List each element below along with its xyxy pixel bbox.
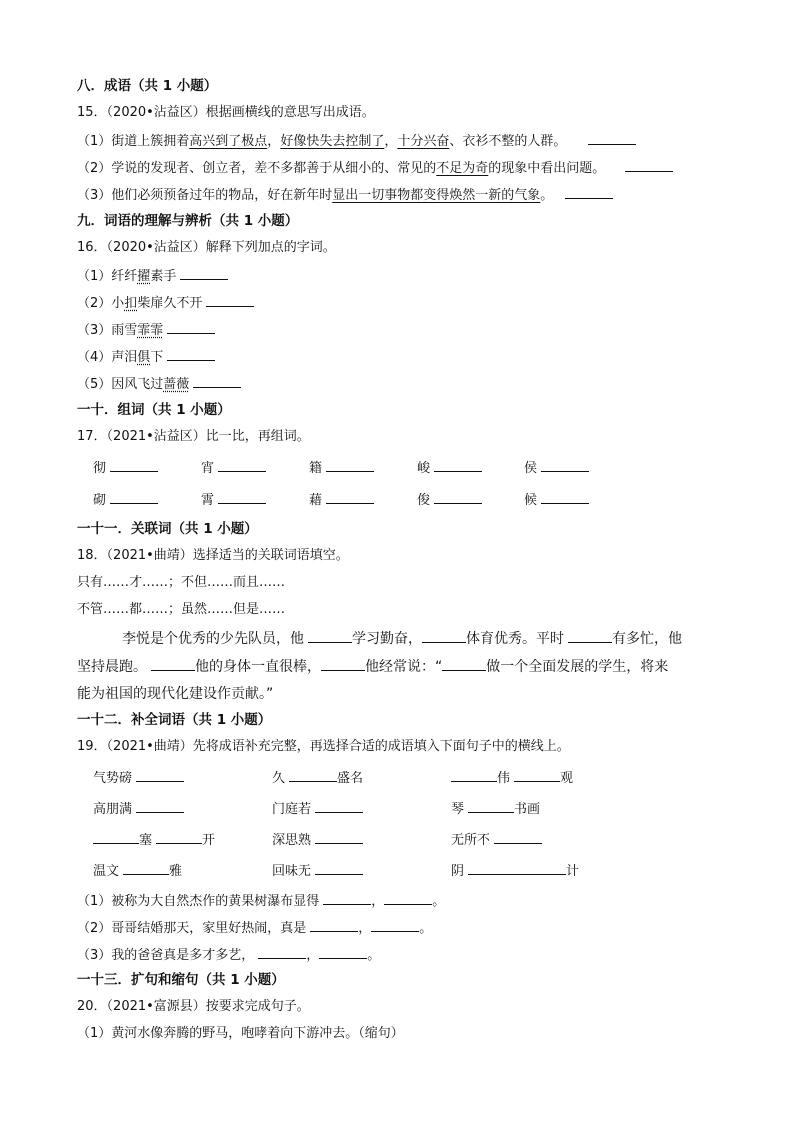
q17-word: 候 [524, 490, 589, 510]
q15-item-3: （3）他们必须预备过年的物品，好在新年时显出一切事物都变得焕然一新的气象。 [77, 185, 613, 205]
answer-blank[interactable] [289, 768, 337, 782]
answer-blank[interactable] [93, 830, 139, 844]
section-9-title: 九．词语的理解与辨析（共 1 小题） [77, 213, 299, 229]
q17-word: 砌 [93, 490, 158, 510]
idiom-cell: 深思熟 [272, 830, 363, 850]
answer-blank[interactable] [326, 490, 374, 504]
idiom-cell: 无所不 [451, 830, 542, 850]
answer-blank[interactable] [136, 799, 184, 813]
answer-blank[interactable] [319, 945, 367, 959]
answer-blank[interactable] [326, 458, 374, 472]
answer-blank[interactable] [321, 657, 365, 671]
q18-stem: 18．（2021•曲靖）选择适当的关联词语填空。 [77, 548, 349, 563]
answer-blank[interactable] [167, 320, 215, 334]
answer-blank[interactable] [434, 458, 482, 472]
q19-sentence-1: （1）被称为大自然杰作的黄果树瀑布显得 ， 。 [77, 891, 445, 911]
answer-blank[interactable] [541, 458, 589, 472]
q18-options-2: 不管……都……；虽然……但是…… [77, 602, 286, 617]
answer-blank[interactable] [218, 458, 266, 472]
answer-blank[interactable] [218, 490, 266, 504]
q19-sentence-3: （3）我的爸爸真是多才多艺， ， 。 [77, 945, 380, 965]
answer-blank[interactable] [384, 891, 432, 905]
q17-word: 宵 [201, 458, 266, 478]
section-11-title: 一十一．关联词（共 1 小题） [77, 521, 258, 537]
answer-blank[interactable] [451, 768, 497, 782]
answer-blank[interactable] [156, 830, 202, 844]
q20-stem: 20．（2021•富源县）按要求完成句子。 [77, 999, 310, 1014]
answer-blank[interactable] [110, 458, 158, 472]
q17-stem: 17．（2021•沾益区）比一比，再组词。 [77, 429, 310, 444]
idiom-cell: 久 盛名 [272, 768, 363, 788]
answer-blank[interactable] [514, 768, 560, 782]
answer-blank[interactable] [434, 490, 482, 504]
idiom-cell: 温文 雅 [93, 861, 182, 881]
q17-word: 藉 [309, 490, 374, 510]
answer-blank[interactable] [193, 374, 241, 388]
answer-blank[interactable] [588, 131, 636, 145]
q17-word: 峻 [417, 458, 482, 478]
idiom-cell: 高朋满 [93, 799, 184, 819]
answer-blank[interactable] [494, 830, 542, 844]
idiom-cell: 阴 计 [451, 861, 579, 881]
answer-blank[interactable] [308, 629, 352, 643]
q16-item-1: （1）纤纤擢素手 [77, 266, 228, 286]
answer-blank[interactable] [151, 657, 195, 671]
answer-blank[interactable] [310, 918, 358, 932]
section-10-title: 一十．组词（共 1 小题） [77, 402, 231, 418]
answer-blank[interactable] [323, 891, 371, 905]
answer-blank[interactable] [442, 657, 486, 671]
answer-blank[interactable] [371, 918, 419, 932]
q16-item-4: （4）声泪俱下 [77, 347, 215, 367]
idiom-cell: 塞 开 [93, 830, 215, 850]
idiom-cell: 伟 观 [451, 768, 573, 788]
section-12-title: 一十二．补全词语（共 1 小题） [77, 712, 272, 728]
answer-blank[interactable] [422, 629, 466, 643]
q16-item-5: （5）因风飞过蔷薇 [77, 374, 241, 394]
answer-blank[interactable] [315, 861, 363, 875]
answer-blank[interactable] [206, 293, 254, 307]
q17-word: 侯 [524, 458, 589, 478]
q17-word: 俊 [417, 490, 482, 510]
idiom-cell: 门庭若 [272, 799, 363, 819]
answer-blank[interactable] [541, 490, 589, 504]
section-13-title: 一十三．扩句和缩句（共 1 小题） [77, 972, 285, 988]
answer-blank[interactable] [315, 830, 363, 844]
q17-word: 籍 [309, 458, 374, 478]
q18-paragraph-line-3: 能为祖国的现代化建设作贡献。” [77, 686, 274, 702]
q15-item-1: （1）街道上簇拥着高兴到了极点，好像快失去控制了，十分兴奋、衣衫不整的人群。 [77, 131, 636, 151]
q19-stem: 19．（2021•曲靖）先将成语补充完整，再选择合适的成语填入下面句子中的横线上。 [77, 739, 570, 754]
q16-item-3: （3）雨雪霏霏 [77, 320, 215, 340]
answer-blank[interactable] [468, 799, 514, 813]
q16-stem: 16．（2020•沾益区）解释下列加点的字词。 [77, 240, 336, 255]
answer-blank[interactable] [258, 945, 306, 959]
answer-blank[interactable] [110, 490, 158, 504]
section-8-title: 八．成语（共 1 小题） [77, 78, 218, 94]
q18-paragraph-line-2: 坚持晨跑。 他的身体一直很棒， 他经常说：“ 做一个全面发展的学生，将来 [77, 659, 669, 675]
answer-blank[interactable] [167, 347, 215, 361]
answer-blank[interactable] [625, 158, 673, 172]
q17-word: 霄 [201, 490, 266, 510]
answer-blank[interactable] [123, 861, 169, 875]
q16-item-2: （2）小扣柴扉久不开 [77, 293, 254, 313]
answer-blank[interactable] [565, 185, 613, 199]
q18-paragraph-line-1: 李悦是个优秀的少先队员，他 学习勤奋， 体育优秀。平时 有多忙，他 [122, 631, 682, 647]
answer-blank[interactable] [568, 629, 612, 643]
q19-sentence-2: （2）哥哥结婚那天，家里好热闹，真是 ， 。 [77, 918, 432, 938]
idiom-cell: 琴 书画 [451, 799, 540, 819]
idiom-cell: 气势磅 [93, 768, 184, 788]
q20-item-1: （1）黄河水像奔腾的野马，咆哮着向下游冲去。（缩句） [77, 1026, 404, 1041]
answer-blank[interactable] [136, 768, 184, 782]
answer-blank[interactable] [315, 799, 363, 813]
answer-blank[interactable] [468, 861, 566, 875]
answer-blank[interactable] [180, 266, 228, 280]
q15-stem: 15．（2020•沾益区）根据画横线的意思写出成语。 [77, 105, 375, 120]
q18-options-1: 只有……才……；不但……而且…… [77, 575, 286, 590]
idiom-cell: 回味无 [272, 861, 363, 881]
q15-item-2: （2）学说的发现者、创立者，差不多都善于从细小的、常见的不足为奇的现象中看出问题。 [77, 158, 673, 178]
q17-word: 彻 [93, 458, 158, 478]
